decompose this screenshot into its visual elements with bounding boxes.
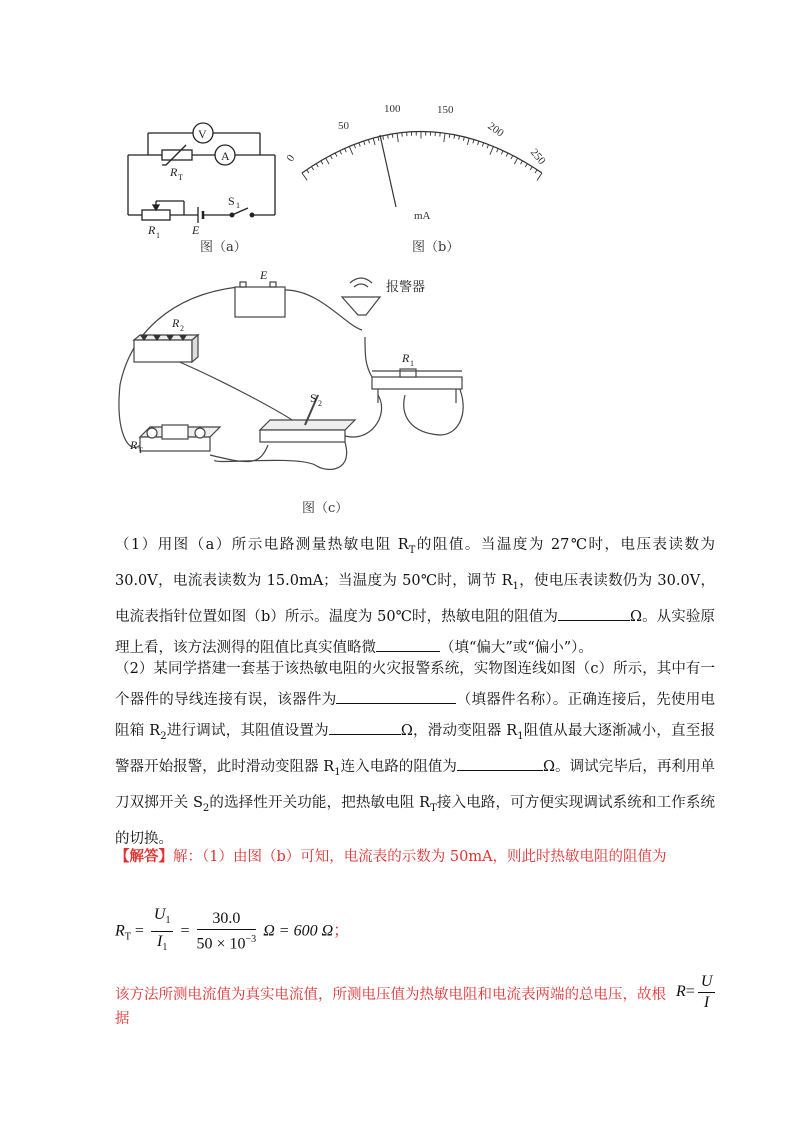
e-label: E — [192, 223, 200, 237]
meter-tick-mark — [326, 158, 329, 164]
c-rt-label: R — [130, 438, 138, 452]
meter-tick-mark — [478, 141, 479, 145]
question-2 — [115, 654, 715, 855]
meter-tick-0: 0 — [284, 152, 298, 164]
meter-tick-mark — [511, 155, 513, 159]
meter-tick-mark — [449, 134, 450, 138]
meter-tick-250: 250 — [527, 146, 548, 167]
meter-unit: mA — [414, 210, 431, 222]
meter-tick-mark — [321, 161, 323, 164]
meter-tick-mark — [487, 145, 488, 149]
q1-text-5: （填“偏大”或“偏小”）。 — [440, 639, 593, 656]
meter-tick-mark — [463, 137, 464, 141]
meter-tick-100: 100 — [384, 103, 401, 115]
meter-tick-mark — [311, 167, 313, 170]
rt-label: R — [170, 165, 178, 179]
q2-sub-4: 1 — [517, 730, 524, 742]
q2-text-4: Ω，滑动变阻器 R — [400, 723, 518, 739]
meter-tick-mark — [490, 146, 493, 154]
formula-den-exp: −3 — [245, 934, 257, 946]
meter-tick-mark — [530, 167, 532, 170]
meter-tick-mark — [497, 148, 499, 152]
q2-blank-r1-value[interactable] — [457, 754, 543, 771]
s1-label: S — [228, 194, 235, 208]
rf-fraction — [698, 972, 716, 1013]
c-r1-sub: 1 — [410, 359, 414, 368]
meter-tick-mark — [345, 148, 347, 152]
formula-u-sub: 1 — [165, 915, 171, 927]
formula-num: 30.0 — [197, 909, 257, 930]
rf-r: R — [676, 983, 686, 1001]
formula-i: I — [157, 933, 163, 951]
meter-tick-mark — [482, 143, 483, 147]
meter-tick-150: 150 — [437, 104, 454, 116]
meter-needle — [380, 135, 396, 207]
formula-omega: Ω — [263, 922, 275, 940]
meter-tick-mark — [454, 135, 455, 139]
meter-tick-mark — [392, 134, 393, 138]
q2-sub-8: T — [430, 802, 437, 814]
q2-text-1: （2）某同学搭建一套基于该热敏电阻的火灾报警系统，实物图连线如图（c）所示，其中有一个器件的导线连接有误，该器件为 — [115, 661, 715, 708]
q2-text-3: 进行调试，其阻值设置为 — [166, 723, 329, 739]
answer-text-1: 解：（1）由图（b）可知，电流表的示数为 50mA，则此时热敏电阻的阻值为 — [173, 849, 667, 865]
meter-tick-mark — [368, 140, 369, 144]
answer-line-2 — [115, 983, 675, 1031]
figure-a-caption: 图（a） — [200, 240, 247, 255]
meter-tick-mark — [302, 173, 307, 180]
formula-numeric-fraction — [197, 909, 257, 954]
r-equals-u-over-i — [676, 972, 718, 1013]
meter-tick-200: 200 — [485, 120, 506, 140]
formula-i-sub: 1 — [162, 942, 168, 954]
meter-tick-mark — [537, 173, 542, 180]
q2-sub-2: 2 — [160, 730, 167, 742]
meter-tick-mark — [444, 133, 445, 142]
question-1 — [115, 530, 715, 664]
figure-c-caption: 图（c） — [302, 501, 349, 516]
meter-tick-mark — [501, 151, 503, 155]
formula-result: = 600 Ω — [278, 922, 334, 940]
q2-text-6: 连入电路的阻值为 — [340, 758, 457, 775]
meter-tick-mark — [373, 138, 375, 145]
q2-blank-r2-value[interactable] — [329, 718, 401, 735]
figure-a-circuit — [110, 115, 290, 255]
meter-tick-mark — [340, 151, 342, 155]
rf-eq: = — [685, 983, 695, 1001]
meter-tick-mark — [521, 161, 523, 164]
q1-text-4: Ω。从实验原理上看，该方法测得的阻值比真实值略微 — [115, 608, 715, 656]
meter-tick-mark — [330, 155, 332, 159]
c-rt-sub: T — [138, 446, 143, 455]
rf-i: I — [703, 994, 710, 1011]
formula-tail: ； — [333, 922, 350, 940]
q1-sub-1: T — [408, 544, 416, 556]
meter-tick-mark — [354, 145, 355, 149]
q1-text-1: （1）用图（a）所示电路测量热敏电阻 R — [115, 537, 409, 553]
meter-tick-mark — [397, 133, 398, 142]
alarm-label: 报警器 — [386, 279, 426, 294]
q2-text-5: 阻值从最大逐渐减小，直至报警器开始报警，此时滑动变阻器 R — [115, 723, 716, 775]
rf-u: U — [698, 972, 716, 993]
voltmeter-label: V — [198, 127, 207, 141]
q2-text-9: 接入电路，可方便实现调试系统和工作系统的切换。 — [115, 794, 716, 847]
ammeter-label: A — [221, 149, 230, 163]
figure-b-meter — [280, 95, 570, 235]
q1-blank-bias[interactable] — [376, 635, 440, 652]
meter-tick-mark — [359, 143, 360, 147]
formula-lhs-sub: T — [124, 931, 131, 943]
c-r2-label: R — [172, 316, 180, 330]
meter-tick-mark — [473, 140, 474, 144]
r1-label: R — [148, 223, 156, 237]
q2-text-8: 的选择性开关功能，把热敏电阻 R — [209, 794, 431, 811]
c-r1-label: R — [402, 351, 410, 365]
q1-text-3: ，使电压表读数仍为 30.0V，电流表指针位置如图（b）所示。温度为 50℃时，热敏电阻的阻值为 — [115, 572, 715, 625]
formula-den: 50 × 10 — [196, 935, 246, 953]
q2-sub-5: 1 — [334, 766, 341, 778]
meter-tick-mark — [467, 138, 469, 145]
rt-sub: T — [178, 173, 183, 182]
answer-text-2: 该方法所测电流值为真实电流值，所测电压值为热敏电阻和电流表两端的总电压，故根据 — [115, 987, 666, 1027]
meter-tick-mark — [459, 136, 460, 140]
q2-text-2: （填器件名称）。正确连接后，先使用电阻箱 R — [115, 692, 716, 739]
meter-tick-mark — [378, 137, 379, 141]
meter-tick-mark — [364, 141, 365, 145]
formula-u: U — [153, 906, 166, 923]
answer-line-1 — [115, 841, 715, 873]
answer-formula: $R_T$ = $\frac{U_1}{I_1}$ = $\frac{30.0}{50 \times 10^{-3}}$ Ω = 600 Ω； — [115, 905, 349, 955]
formula-lhs: R — [115, 922, 125, 940]
s1-sub: 1 — [236, 201, 240, 210]
meter-tick-mark — [514, 158, 517, 164]
meter-tick-mark — [535, 170, 537, 173]
q2-blank-device[interactable] — [336, 687, 456, 704]
c-r2-sub: 2 — [180, 324, 184, 333]
c-s2-sub: 2 — [318, 399, 322, 408]
figure-b-caption: 图（b） — [412, 240, 460, 255]
q1-sub-2: 1 — [512, 580, 519, 592]
q1-text-2: 的阻值。当温度为 27℃时，电压表读数为 30.0V，电流表读数为 15.0mA；当温度为 50℃时，调节 R — [115, 537, 715, 589]
meter-tick-mark — [383, 136, 384, 140]
c-e-label: E — [260, 268, 268, 282]
q2-text-7: Ω。调试完毕后，再利用单刀双掷开关 S — [115, 758, 715, 811]
figure-c-setup — [110, 265, 490, 485]
meter-tick-50: 50 — [338, 120, 349, 132]
meter-tick-mark — [506, 153, 508, 157]
answer-tag: 【解答】 — [115, 848, 173, 865]
meter-tick-mark — [525, 164, 527, 167]
r1-sub: 1 — [156, 231, 160, 240]
meter-tick-mark — [307, 170, 309, 173]
meter-tick-mark — [387, 135, 388, 139]
formula-ui-fraction — [151, 905, 174, 958]
meter-tick-mark — [349, 146, 352, 154]
q1-blank-resistance[interactable] — [558, 604, 630, 621]
meter-tick-mark — [316, 164, 318, 167]
meter-tick-mark — [335, 153, 337, 157]
c-s2-label: S — [310, 391, 317, 405]
q2-sub-7: 2 — [202, 802, 210, 814]
